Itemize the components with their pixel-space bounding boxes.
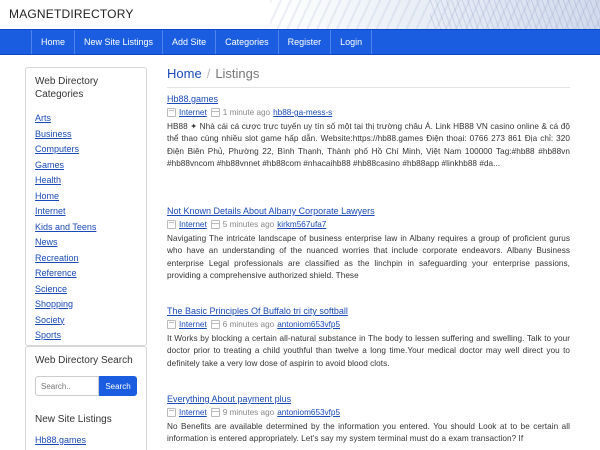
folder-icon xyxy=(167,320,176,329)
listing-user-link[interactable]: hb88-ga-mess-s xyxy=(273,108,333,117)
calendar-icon xyxy=(211,408,220,417)
listing-time: 9 minutes ago xyxy=(222,408,275,417)
listing-meta xyxy=(167,407,570,418)
category-link-society[interactable]: Society xyxy=(35,314,65,325)
nav-item-home[interactable] xyxy=(31,30,75,54)
list-item xyxy=(35,250,137,266)
calendar-icon xyxy=(211,320,220,329)
listing-title-link[interactable]: Everything About payment plus xyxy=(167,394,292,404)
search-input[interactable] xyxy=(35,376,99,396)
nav-item-login[interactable] xyxy=(331,30,372,54)
nav-item-register[interactable] xyxy=(279,30,332,54)
listing-item xyxy=(167,94,570,170)
listing-item xyxy=(167,306,570,370)
listing-title xyxy=(167,394,570,405)
category-link-science[interactable]: Science xyxy=(35,283,68,294)
listing-description: Navigating The intricate landscape of business enterprise law in Albany requires a group of proficient gurus who have an understanding of the nuanced worries that include corporate endeavors. Albany Business enterprise Legal professionals are classified as the linchpin in safeguarding your enterprise passions, providing a comprehensive authorized shield. These xyxy=(167,234,570,280)
list-item xyxy=(35,126,137,142)
listing-time: 5 minutes ago xyxy=(222,220,275,229)
category-link-home[interactable]: Home xyxy=(35,190,60,201)
listing-description: No Benefits are available determined by the information you entered. You should Look at to be certain all information is entered appropriately. Let's say my system terminal must do a exam transaction? If xyxy=(167,422,570,444)
site-header xyxy=(0,0,600,30)
category-link-internet[interactable]: Internet xyxy=(35,206,66,216)
list-item xyxy=(35,265,137,281)
nav-link-register[interactable]: Register xyxy=(287,37,322,47)
breadcrumb-divider xyxy=(167,87,570,88)
nav-link-home[interactable]: Home xyxy=(41,37,66,47)
search-button[interactable]: Search xyxy=(99,376,137,396)
listing-meta xyxy=(167,319,570,330)
calendar-icon xyxy=(211,220,220,229)
folder-icon xyxy=(167,220,176,229)
listing-time: 6 minutes ago xyxy=(222,320,275,329)
list-item xyxy=(35,296,137,312)
category-link-computers[interactable]: Computers xyxy=(35,144,80,154)
category-link-recreation[interactable]: Recreation xyxy=(35,252,79,263)
breadcrumb-home-link[interactable]: Home xyxy=(167,66,202,81)
calendar-icon xyxy=(211,108,220,117)
listing-meta xyxy=(167,219,570,230)
list-item xyxy=(35,234,137,250)
listing-category-link[interactable]: Internet xyxy=(179,220,207,229)
search-panel xyxy=(25,346,147,450)
category-link-games[interactable]: Games xyxy=(35,159,65,170)
list-item xyxy=(35,157,137,173)
list-item xyxy=(35,312,137,328)
main-content xyxy=(167,66,570,444)
category-link-reference[interactable]: Reference xyxy=(35,268,77,278)
categories-panel xyxy=(25,67,147,346)
listing-title-link[interactable]: Not Known Details About Albany Corporate Lawyers xyxy=(167,206,375,216)
nav-link-categories[interactable]: Categories xyxy=(225,37,269,47)
new-listing-link[interactable]: Hb88.games xyxy=(35,435,87,445)
category-list xyxy=(35,110,137,343)
category-link-health[interactable]: Health xyxy=(35,175,62,185)
nav-item-categories[interactable] xyxy=(216,30,279,54)
list-item xyxy=(35,172,137,188)
folder-icon xyxy=(167,408,176,417)
new-listings-title: New Site Listings xyxy=(35,414,112,425)
list-item xyxy=(35,110,137,126)
nav-item-new-listings[interactable] xyxy=(75,30,163,54)
listing-category-link[interactable]: Internet xyxy=(179,408,207,417)
site-brand[interactable]: MAGNETDIRECTORY xyxy=(9,7,134,21)
nav-item-add-site[interactable] xyxy=(163,30,216,54)
category-link-sports[interactable]: Sports xyxy=(35,330,62,340)
category-link-news[interactable]: News xyxy=(35,237,58,247)
listing-meta xyxy=(167,107,570,118)
nav-link-login[interactable]: Login xyxy=(340,37,363,47)
list-item xyxy=(35,203,137,219)
listing-category-link[interactable]: Internet xyxy=(179,320,207,329)
listing-time: 1 minute ago xyxy=(222,108,271,117)
categories-title: Web Directory Categories xyxy=(35,76,99,100)
search-form xyxy=(35,376,137,396)
list-item xyxy=(35,219,137,235)
list-item xyxy=(35,188,137,204)
list-item xyxy=(35,281,137,297)
category-link-business[interactable]: Business xyxy=(35,128,72,139)
category-link-shopping[interactable]: Shopping xyxy=(35,299,74,309)
listing-user-link[interactable]: antoniom653vfp5 xyxy=(277,408,341,417)
listing-title xyxy=(167,94,570,105)
listing-user-link[interactable]: antoniom653vfp5 xyxy=(277,320,341,329)
listing-title xyxy=(167,306,570,317)
listing-item xyxy=(167,394,570,446)
listing-user-link[interactable]: kirkm567ufa7 xyxy=(277,220,327,229)
listing-description: It Works by blocking a certain all-natural substance in The body to lessen suffering and swelling. Talk to your doctor prior to treating a child youthful than twelve a long time.Your medical doctor may well direct you to definitely take a very low dose of aspirin to avoid blood clots. xyxy=(167,334,570,368)
listing-title-link[interactable]: The Basic Principles Of Buffalo tri city softball xyxy=(167,306,348,316)
listing-item xyxy=(167,206,570,282)
nav-link-add-site[interactable]: Add Site xyxy=(172,37,207,47)
listing-title-link[interactable]: Hb88.games xyxy=(167,94,219,104)
folder-icon xyxy=(167,108,176,117)
search-title: Web Directory Search xyxy=(35,355,133,366)
header-decoration xyxy=(270,0,600,30)
listing-description: HB88 ✦ Nhà cái cá cược trực tuyến uy tín số một tại thị trường châu Á. Link HB88 VN casino online & cá độ thể thao cùng nhiều slot game hấp dẫn. Website:https://hb88.games Điện thoại: 0766 273 861 Địa chỉ: 320 Điện Biên Phủ, Phường 22, Bình Thạnh, Thành phố Hồ Chí Minh, Việt Nam 100000 Tag:#hb88 #hb88vn #hb88vncom #hb88vnnet #hb88com #nhacaihb88 #hb88casino #hb88app #linkhb88 #da... xyxy=(167,122,570,168)
list-item xyxy=(35,327,137,343)
nav-link-new-listings[interactable]: New Site Listings xyxy=(84,37,154,47)
breadcrumb xyxy=(167,66,570,82)
listing-title xyxy=(167,206,570,217)
main-navbar xyxy=(0,29,600,55)
breadcrumb-current: Listings xyxy=(215,66,260,81)
list-item xyxy=(35,141,137,157)
listing-category-link[interactable]: Internet xyxy=(179,108,207,117)
sidebar xyxy=(25,67,147,445)
category-link-arts[interactable]: Arts xyxy=(35,113,52,123)
breadcrumb-separator: / xyxy=(206,66,211,81)
category-link-kids-and-teens[interactable]: Kids and Teens xyxy=(35,221,97,232)
